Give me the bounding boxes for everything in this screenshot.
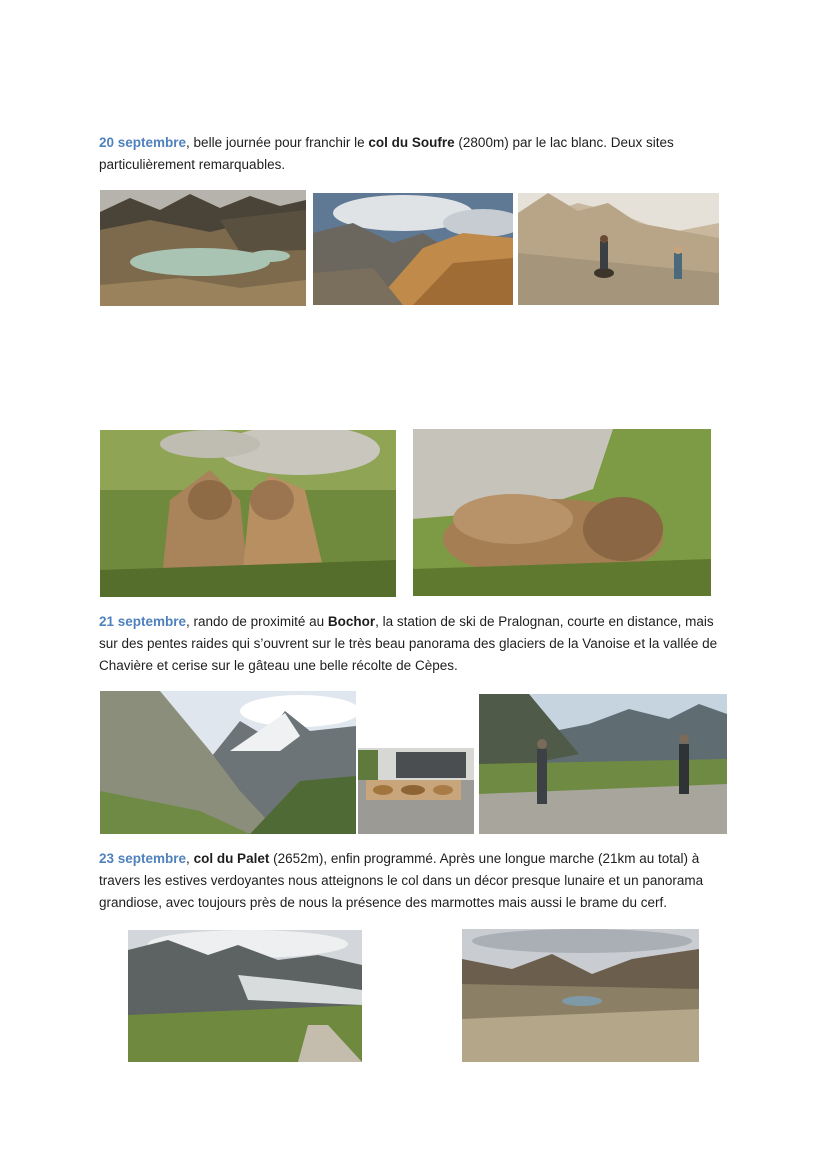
date-20-septembre: 20 septembre <box>99 135 187 150</box>
paragraph-21-septembre <box>99 611 731 677</box>
text-fragment: , belle journée pour franchir le <box>186 135 369 150</box>
place-col-du-soufre: col du Soufre <box>368 135 455 150</box>
palet-col-photo <box>462 929 699 1062</box>
place-col-du-palet: col du Palet <box>193 851 270 866</box>
palet-valley-photo <box>128 930 362 1062</box>
date-21-septembre: 21 septembre <box>99 614 187 629</box>
text-fragment: , <box>186 851 194 866</box>
bochor-mountain-photo <box>100 691 356 834</box>
hikers-photo <box>518 193 719 305</box>
paragraph-20-septembre <box>99 132 731 176</box>
cepes-harvest-photo <box>358 748 474 834</box>
lac-blanc-photo <box>100 190 306 306</box>
text-fragment: , rando de proximité au <box>186 614 328 629</box>
paragraph-23-septembre <box>99 848 731 914</box>
marmots-kissing-photo <box>100 430 396 597</box>
text-fragment: , la station de ski de Pralognan, courte en distance, mais sur des pentes raides qui s’ouvrent sur le très beau panorama des glaciers de la Vanoise et la vallée de Chavière et cerise sur le gâteau une belle récolte de Cèpes. <box>99 614 718 673</box>
text-fragment: (2800m) par le lac blanc. Deux sites particulièrement remarquables. <box>99 135 674 172</box>
date-23-septembre: 23 septembre <box>99 851 187 866</box>
place-bochor: Bochor <box>327 614 376 629</box>
text-fragment: (2652m), enfin programmé. Après une longue marche (21km au total) à travers les estives verdoyantes nous atteignons le col dans un décor presque lunaire et un panorama grandiose, avec toujours près de nous la présence des marmottes mais aussi le brame du cerf. <box>99 851 704 910</box>
hikers-trail-photo <box>479 694 727 834</box>
col-du-soufre-photo <box>313 193 513 305</box>
marmot-rolling-photo <box>413 429 711 596</box>
